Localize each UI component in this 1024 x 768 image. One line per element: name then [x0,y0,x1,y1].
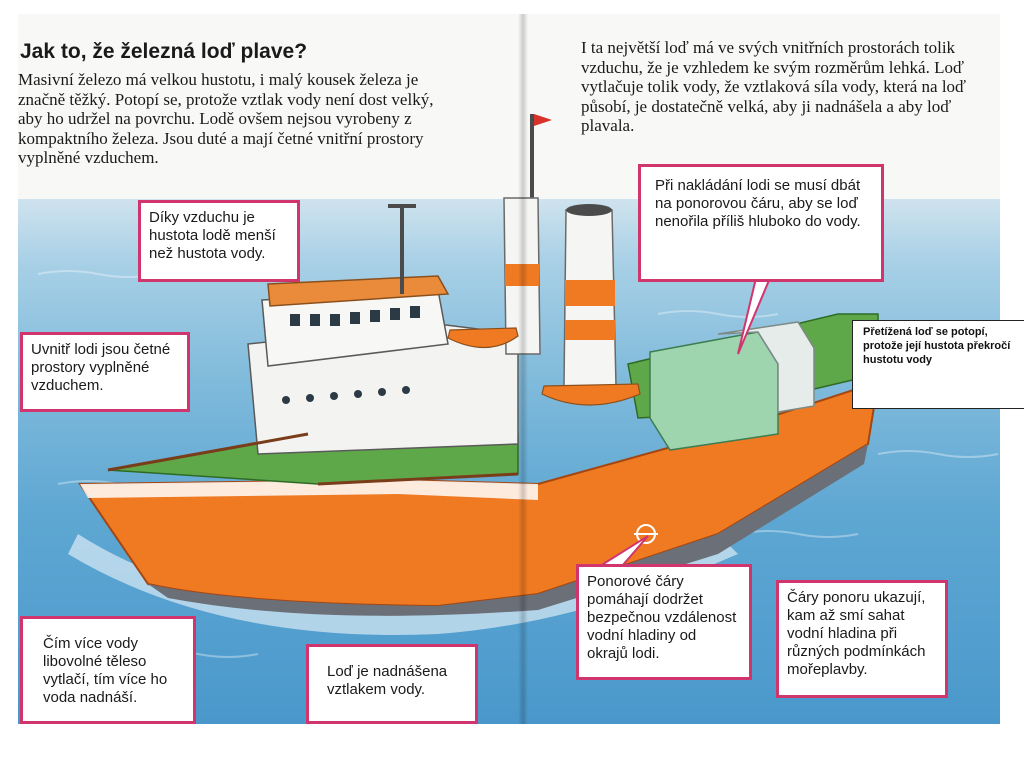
callout-draft-lines: Ponorové čáry pomáhají dodržet bezpečnou vzdálenost vodní hladiny od okrajů lodi. [576,564,752,680]
book-spine-shadow [518,14,528,724]
left-intro-text: Masivní železo má velkou hustotu, i malý kousek železa je značně těžký. Potopí se, protože vztlak vody není dost velký, aby ho udržel na povrchu. Lodě ovšem nejsou vyrobeny z kompaktního železa. Jsou duté a mají četné vnitřní prostory vyplněné vzduchem. [18,70,434,167]
callout-displacement: Čím více vody libovolné těleso vytlačí, tím více ho voda nadnáší. [20,616,196,724]
callout-air-spaces: Uvnitř lodi jsou četné prostory vyplněné vzduchem. [20,332,190,412]
page-heading: Jak to, že železná loď plave? [20,40,308,63]
callout-buoyancy: Loď je nadnášena vztlakem vody. [306,644,478,724]
overload-annotation: Přetížená loď se potopí, protože její hustota překročí hustotu vody [852,320,1024,409]
right-intro-text: I ta největší loď má ve svých vnitřních prostorách tolik vzduchu, že je vzhledem ke svým rozměrům lehká. Loď vytlačuje tolik vody, že vztlaková síla vody, která na loď působí, je dostatečně velká, aby ji nadnášela a aby loď plavala. [581,38,967,135]
callout-draft-marks: Čáry ponoru ukazují, kam až smí sahat vodní hladina při různých podmínkách mořeplavby. [776,580,948,698]
callout-load-line: Při nakládání lodi se musí dbát na ponorovou čáru, aby se loď nenořila příliš hluboko do vody. [638,164,884,282]
callout-density: Díky vzduchu je hustota lodě menší než hustota vody. [138,200,300,282]
